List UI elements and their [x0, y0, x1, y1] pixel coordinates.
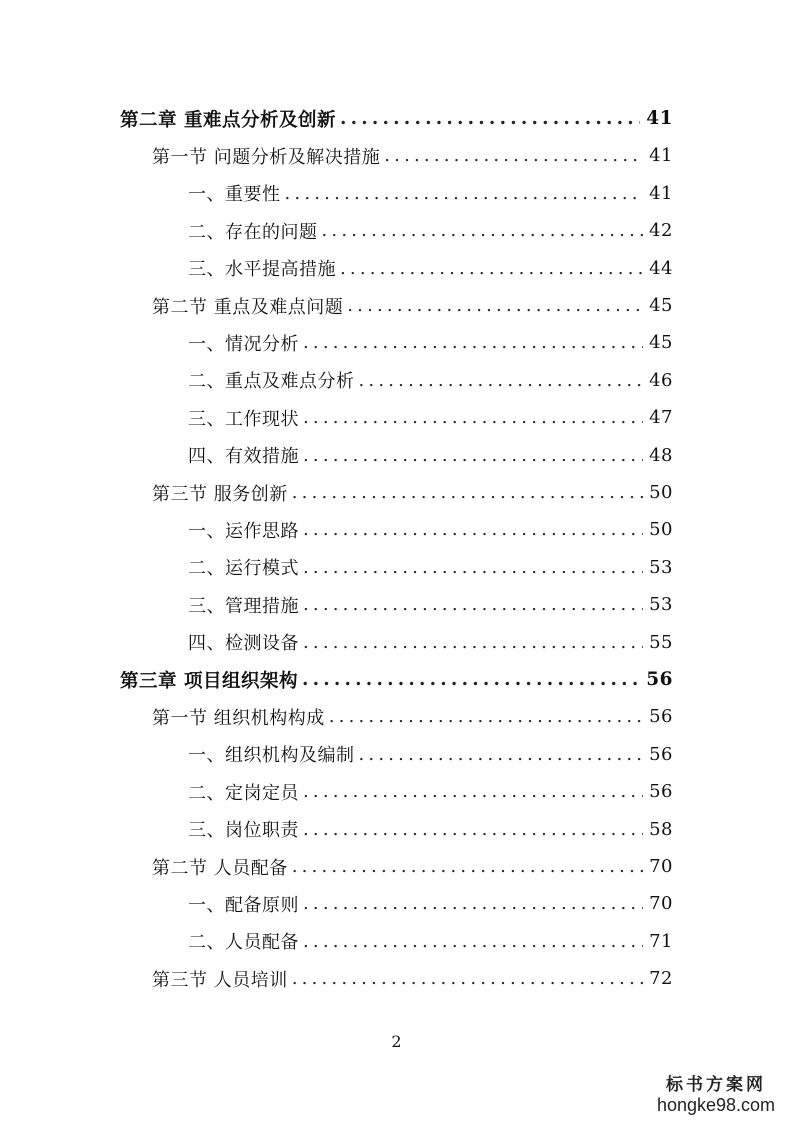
toc-entry[interactable] — [152, 960, 673, 997]
toc-entry[interactable] — [188, 175, 673, 212]
toc-entry-title: 一、组织机构及编制 — [188, 745, 355, 767]
toc-entry-page: 70 — [649, 856, 673, 877]
toc-entry-title: 一、运作思路 — [188, 520, 299, 542]
toc-entry-title: 第一节 组织机构构成 — [152, 707, 325, 729]
toc-entry-page: 53 — [649, 594, 673, 616]
toc-entry-page: 50 — [649, 519, 673, 541]
toc-entry[interactable] — [120, 100, 673, 137]
toc-dot-leader — [303, 781, 643, 802]
toc-dot-leader — [303, 557, 643, 578]
toc-entry[interactable] — [188, 586, 673, 623]
toc-entry[interactable] — [152, 474, 673, 511]
toc-entry[interactable] — [152, 287, 673, 324]
toc-entry-page: 56 — [646, 669, 673, 690]
toc-entry-page: 55 — [649, 631, 673, 653]
toc-entry-title: 三、水平提高措施 — [188, 259, 336, 281]
toc-entry-page: 44 — [649, 257, 673, 279]
toc-entry-title: 第三节 服务创新 — [152, 483, 288, 505]
toc-entry-page: 56 — [649, 781, 673, 803]
toc-entry[interactable] — [120, 661, 673, 698]
toc-dot-leader — [292, 968, 643, 989]
toc-dot-leader — [303, 407, 643, 428]
toc-entry[interactable] — [152, 848, 673, 885]
toc-entry[interactable] — [188, 399, 673, 436]
toc-entry-title: 二、存在的问题 — [188, 221, 318, 243]
toc-dot-leader — [303, 332, 643, 353]
toc-entry-title: 二、重点及难点分析 — [188, 371, 355, 393]
toc-entry-page: 56 — [649, 706, 673, 728]
toc-entry-page: 70 — [649, 893, 673, 915]
toc-dot-leader — [285, 183, 644, 204]
toc-entry-title: 第二节 人员配备 — [152, 857, 288, 879]
toc-entry-page: 72 — [649, 968, 673, 990]
toc-entry-page: 45 — [649, 332, 673, 354]
toc-dot-leader — [322, 220, 644, 241]
toc-entry-title: 三、岗位职责 — [188, 820, 299, 842]
watermark-text: 标书方案网 — [666, 1075, 766, 1095]
toc-dot-leader — [329, 706, 643, 727]
toc-entry[interactable] — [188, 511, 673, 548]
toc-dot-leader — [359, 744, 644, 765]
toc-dot-leader — [292, 856, 643, 877]
toc-entry-page: 56 — [649, 743, 673, 765]
toc-entry-title: 一、配备原则 — [188, 894, 299, 916]
toc-dot-leader — [340, 108, 640, 129]
toc-entry[interactable] — [188, 811, 673, 848]
toc-entry[interactable] — [188, 923, 673, 960]
toc-entry[interactable] — [188, 362, 673, 399]
toc-dot-leader — [292, 482, 643, 503]
toc-dot-leader — [303, 893, 643, 914]
toc-entry[interactable] — [188, 324, 673, 361]
toc-dot-leader — [384, 145, 643, 166]
toc-entry-page: 48 — [649, 444, 673, 466]
page-number: 2 — [391, 1032, 402, 1051]
toc-entry[interactable] — [188, 250, 673, 287]
toc-entry-page: 53 — [649, 556, 673, 578]
toc-entry[interactable] — [188, 885, 673, 922]
toc-entry[interactable] — [188, 212, 673, 249]
toc-entry-title: 四、检测设备 — [188, 633, 299, 655]
toc-entry[interactable] — [152, 137, 673, 174]
toc-entry-title: 第三节 人员培训 — [152, 969, 288, 991]
watermark-url: hongke98.com — [656, 1095, 776, 1115]
toc-entry-page: 46 — [649, 369, 673, 391]
toc-dot-leader — [340, 258, 643, 279]
toc-entry-page: 41 — [649, 145, 673, 167]
toc-entry-page: 71 — [649, 930, 673, 952]
toc-entry[interactable] — [188, 736, 673, 773]
toc-entry[interactable] — [188, 773, 673, 810]
toc-dot-leader — [303, 632, 643, 653]
toc-entry-title: 一、重要性 — [188, 184, 281, 206]
toc-entry-page: 58 — [649, 818, 673, 840]
toc-entry-title: 一、情况分析 — [188, 333, 299, 355]
toc-entry-title: 二、定岗定员 — [188, 782, 299, 804]
toc-entry-title: 二、人员配备 — [188, 932, 299, 954]
toc-entry-title: 三、工作现状 — [188, 408, 299, 430]
toc-dot-leader — [303, 519, 643, 540]
toc-dot-leader — [302, 669, 640, 690]
toc-entry[interactable] — [188, 624, 673, 661]
toc-dot-leader — [303, 931, 643, 952]
toc-entry-title: 四、有效措施 — [188, 446, 299, 468]
toc-dot-leader — [303, 819, 643, 840]
watermark-logo — [651, 1070, 781, 1116]
toc-entry-title: 第一节 问题分析及解决措施 — [152, 146, 381, 168]
toc-entry-page: 50 — [649, 482, 673, 503]
toc-dot-leader — [303, 445, 643, 466]
toc-entry-title: 三、管理措施 — [188, 595, 299, 617]
toc-entry[interactable] — [152, 698, 673, 735]
toc-entry-page: 41 — [646, 108, 673, 129]
toc-entry-title: 第二章 重难点分析及创新 — [120, 109, 336, 131]
toc-entry-title: 二、运行模式 — [188, 558, 299, 580]
toc-entry-page: 42 — [649, 220, 673, 242]
toc-entry[interactable] — [188, 549, 673, 586]
toc-entry-title: 第三章 项目组织架构 — [120, 670, 298, 692]
toc-dot-leader — [303, 594, 643, 615]
toc-dot-leader — [359, 370, 644, 391]
toc-entry-page: 47 — [649, 407, 673, 429]
toc-entry[interactable] — [188, 437, 673, 474]
toc-entry-title: 第二节 重点及难点问题 — [152, 296, 344, 318]
toc-entry-page: 41 — [649, 182, 673, 204]
toc-entry-page: 45 — [649, 295, 673, 316]
toc-dot-leader — [347, 295, 643, 316]
